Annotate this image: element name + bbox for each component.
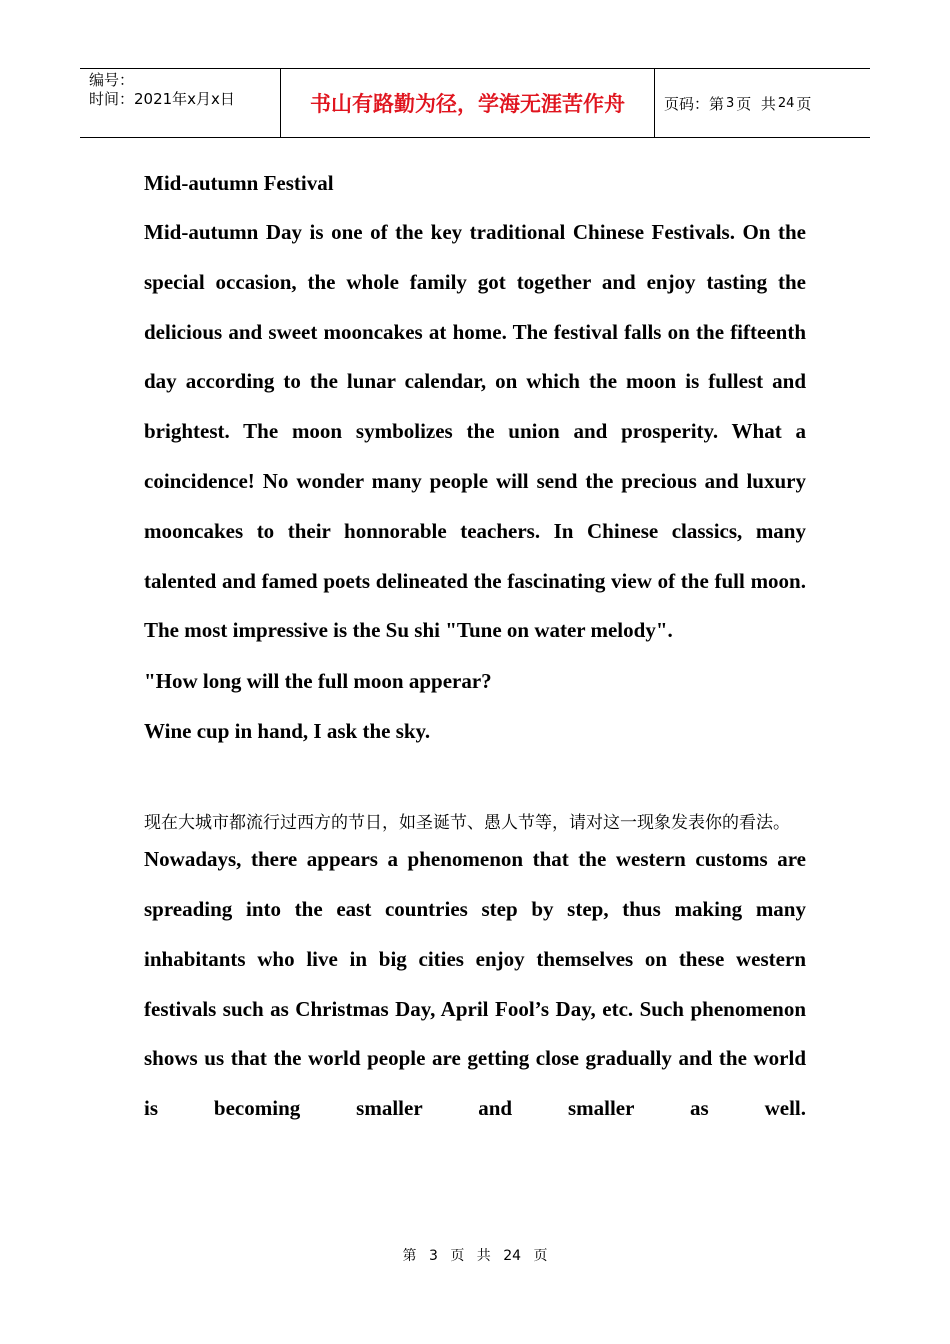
question-chinese: 现在大城市都流行过西方的节日，如圣诞节、愚人节等，请对这一现象发表你的看法。 — [144, 813, 790, 834]
time-label: 时间：2021年x月x日 — [89, 90, 235, 108]
document-body — [144, 158, 806, 1134]
header-motto-cell — [281, 69, 655, 137]
header-meta-cell — [80, 69, 281, 137]
page-prefix: 页码：第 — [664, 94, 725, 113]
page-footer — [0, 1245, 950, 1265]
footer-ye2: 页 — [533, 1248, 548, 1264]
footer-ye1: 页 — [450, 1248, 465, 1264]
page-total: 24 — [777, 95, 795, 111]
page-current: 3 — [726, 95, 735, 111]
serial-label: 编号： — [89, 71, 135, 89]
header-page-cell — [655, 69, 870, 137]
page-mid: 页 共 — [736, 94, 776, 113]
paragraph-western-festivals: Nowadays, there appears a phenomenon that the western customs are spreading into the east countries step by step, thus making many inhabitants who live in big cities enjoy themselves on these western festivals such as Christmas Day, April Fool’s Day, etc. Such phenomenon shows us that the world people are getting close gradually and the world is becoming smaller and smaller as well. — [144, 847, 806, 1121]
paragraph-mid-autumn: Mid-autumn Day is one of the key traditional Chinese Festivals. On the special occasion, the whole family got together and enjoy tasting the delicious and sweet mooncakes at home. The festival falls on the fifteenth day according to the lunar calendar, on which the moon is fullest and brightest. The moon symbolizes the union and prosperity. What a coincidence! No wonder many people will send the precious and luxury mooncakes to their honnorable teachers. In Chinese classics, many talented and famed poets delineated the fascinating view of the full moon. The most impressive is the Su shi "Tune on water melody". — [144, 220, 806, 643]
footer-current: 3 — [428, 1248, 438, 1264]
footer-gong: 共 — [476, 1248, 491, 1264]
blank-line — [144, 756, 806, 806]
section-title: Mid-autumn Festival — [144, 171, 334, 195]
footer-total: 24 — [503, 1248, 522, 1264]
poem-line-2: Wine cup in hand, I ask the sky. — [144, 719, 431, 744]
motto: 书山有路勤为径，学海无涯苦作舟 — [310, 92, 625, 116]
header-table — [80, 68, 870, 138]
page-suffix: 页 — [796, 94, 812, 113]
footer-di: 第 — [402, 1248, 417, 1264]
poem-line-1: "How long will the full moon apperar? — [144, 669, 492, 694]
